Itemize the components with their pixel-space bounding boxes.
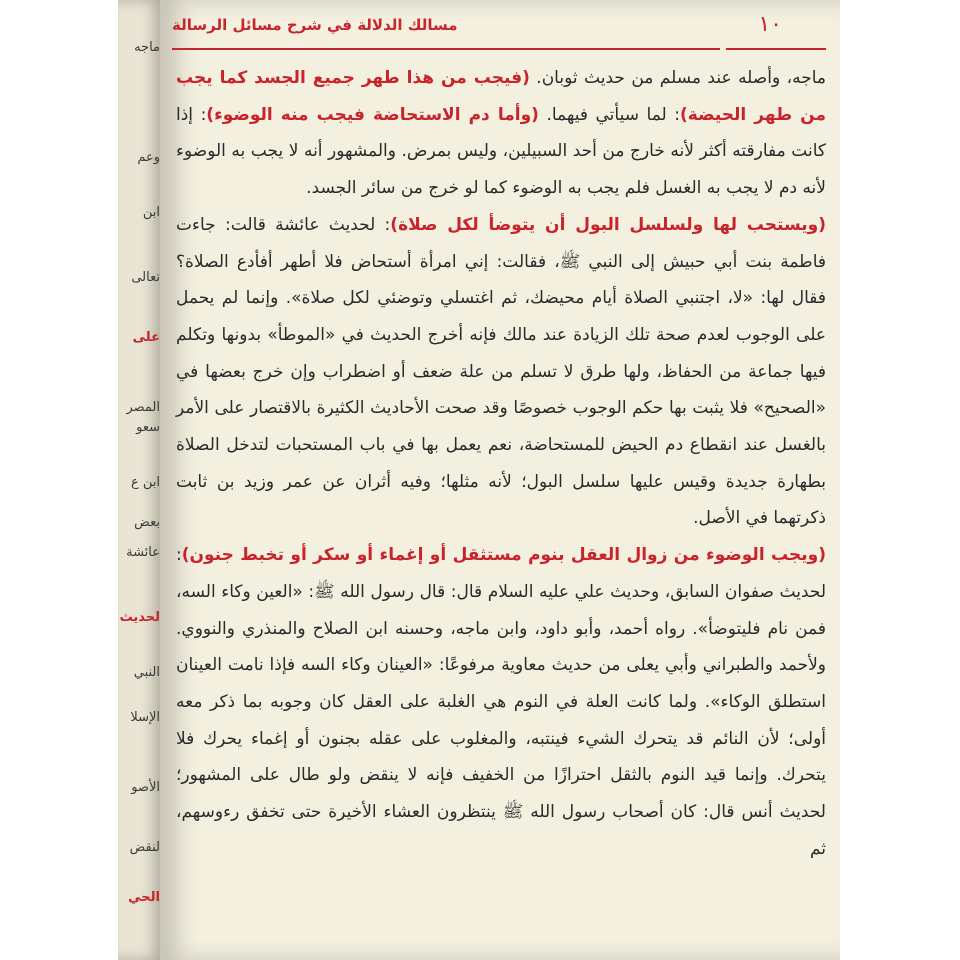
paragraph	[176, 60, 826, 207]
commentary-text: ماجه، وأصله عند مسلم من حديث ثوبان.	[529, 68, 826, 88]
page-number: ١٠	[758, 12, 782, 37]
facing-page-fragment: ابن	[142, 205, 160, 220]
header-rule-short	[726, 48, 826, 50]
facing-page-fragment: عائشة	[126, 545, 160, 560]
facing-page-fragment: لنقض	[129, 840, 160, 855]
commentary-text: : لحديث عائشة قالت: جاءت فاطمة بنت أبي حبيش إلى النبي ﷺ، فقالت: إني امرأة أستحاض فلا أطهر أفأدع الصلاة؟ فقال لها: «لا، اجتنبي الصلاة أيام محيضك، ثم اغتسلي وتوضئي لكل صلاة». وإنما لم يحمل على الوجوب لعدم صحة تلك الزيادة عند مالك فإنه أخرج الحديث في «الموطأ» بدونها وتكلم فيها جماعة من الحفاظ، ولها طرق لا تسلم من علة ضعف أو اضطراب وإن خرج بعضها في «الصحيح» فلا يثبت بها حكم الوجوب خصوصًا وقد صحت الأحاديث الكثيرة بالاقتصار على الأمر بالغسل عند انقطاع دم الحيض للمستحاضة، نعم يعمل بها في باب المستحبات لتدخل الصلاة بطهارة جديدة وقيس عليها سلسل البول؛ لأنه مثلها؛ وفيه أثران عن عمر وزيد بن ثابت ذكرتهما في الأصل.	[176, 214, 826, 529]
facing-page-fragment: الإسلا	[130, 710, 160, 725]
running-title: مسالك الدلالة في شرح مسائل الرسالة	[172, 16, 458, 34]
facing-page-fragment: ماجه	[134, 40, 160, 55]
book-page	[160, 0, 840, 960]
matn-quote: (ويستحب لها ولسلسل البول أن يتوضأ لكل صلاة)	[390, 214, 826, 235]
commentary-text: : لما سيأتي فيهما.	[538, 104, 680, 125]
facing-page-fragment: وعم	[137, 150, 160, 165]
commentary-text: : إذا كانت مفارقته أكثر لأنه خارج من أحد السبيلين، وليس بمرض. والمشهور أنه لا يجب به الوضوء لأنه دم لا يجب به الغسل فلم يجب به الوضوء كما لو خرج من سائر الجسد.	[176, 104, 826, 199]
paragraph	[176, 207, 826, 537]
facing-page-fragment: ابن ع	[130, 475, 160, 490]
facing-page-fragment: بعض	[134, 515, 160, 530]
facing-page-fragment: تعالى	[131, 270, 160, 285]
facing-page-fragment: الأصو	[131, 780, 160, 795]
commentary-text: : لحديث صفوان السابق، وحديث علي عليه السلام قال: قال رسول الله ﷺ: «العين وكاء السه، فمن نام فليتوضأ». رواه أحمد، وأبو داود، وابن ماجه، وحسنه ابن الصلاح والمنذري والنووي. ولأحمد والطبراني وأبي يعلى من حديث معاوية مرفوعًا: «العينان وكاء السه فإذا نامت العينان استطلق الوكاء». ولما كانت العلة في النوم هي الغلبة على العقل كان وجوبه بما ذكر معه أولى؛ لأن النائم قد يتحرك الشيء فينتبه، والمغلوب على عقله بجنون أو إغماء يحرك فلا يتحرك. وإنما قيد النوم بالثقل احترازًا من الخفيف فإنه لا ينقض ولو طال على المشهور؛ لحديث أنس قال: كان أصحاب رسول الله ﷺ ينتظرون العشاء الأخيرة حتى تخفق رءوسهم، ثم	[176, 545, 826, 859]
facing-page-fragment: الحي	[128, 890, 160, 905]
matn-quote: (وأما دم الاستحاضة فيجب منه الوضوء)	[206, 104, 539, 125]
page-body-text	[176, 60, 826, 867]
header-rule	[172, 48, 720, 50]
facing-page-fragment: على	[132, 330, 160, 345]
paragraph	[176, 537, 826, 867]
matn-quote: (ويجب الوضوء من زوال العقل بنوم مستثقل أو إغماء أو سكر أو تخبط جنون)	[181, 545, 826, 566]
matn-quote: (فيجب من هذا طهر جميع الجسد كما يجب من طهر الحيضة)	[176, 68, 826, 125]
facing-page-edge	[118, 0, 164, 960]
facing-page-fragment: النبي	[133, 665, 160, 680]
facing-page-fragment: سعو	[136, 420, 160, 435]
facing-page-fragment: المصر	[126, 400, 160, 415]
page-header	[160, 10, 840, 50]
facing-page-fragment: لحديث	[119, 610, 160, 625]
